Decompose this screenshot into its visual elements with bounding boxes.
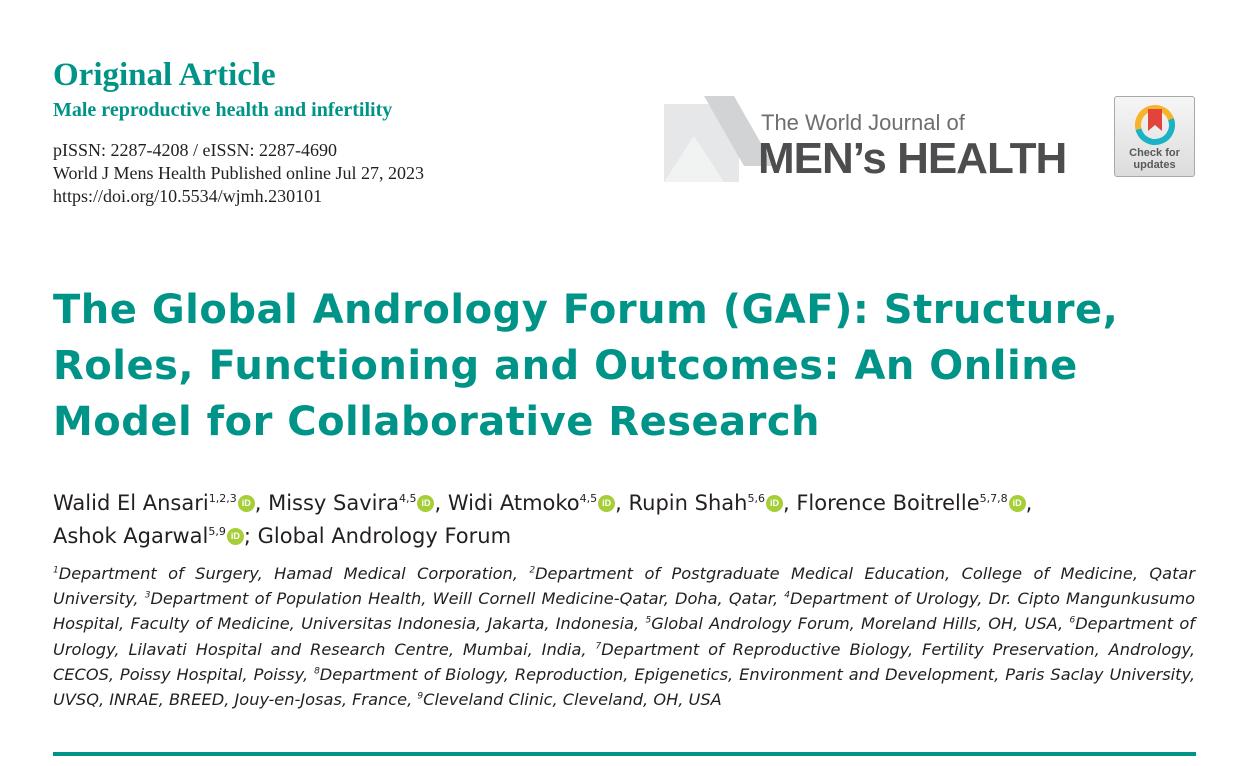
affiliation-number: 8 xyxy=(314,666,320,677)
journal-logo xyxy=(664,96,1086,182)
article-title xyxy=(53,282,1213,450)
author xyxy=(53,524,251,548)
group-author: Global Andrology Forum xyxy=(257,524,512,548)
author-separator: , xyxy=(615,491,622,515)
orcid-icon[interactable]: iD xyxy=(417,495,434,512)
journal-logo-line1: The World Journal of xyxy=(761,110,965,135)
author-name: Rupin Shah xyxy=(628,491,748,515)
orcid-icon[interactable]: iD xyxy=(1009,495,1026,512)
author xyxy=(629,491,790,515)
article-section: Male reproductive health and infertility xyxy=(53,99,393,121)
author-affiliation-numbers: 1,2,3 xyxy=(208,492,237,505)
affiliation-text: Department of Urology, Lilavati Hospital and Research Centre, Mumbai, India, xyxy=(53,614,1195,659)
author-name: Walid El Ansari xyxy=(53,491,209,515)
affiliation-number: 9 xyxy=(417,691,424,702)
affiliation-text: Department of Population Health, Weill Cornell Medicine-Qatar, Doha, Qatar, xyxy=(150,589,785,609)
author-affiliation-numbers: 4,5 xyxy=(579,492,598,505)
affiliation-text: Department of Urology, Dr. Cipto Mangunkusumo Hospital, Faculty of Medicine, Universitas Indonesia, Jakarta, Indonesia, xyxy=(53,589,1195,634)
author-affiliation-numbers: 5,9 xyxy=(208,525,226,538)
affiliation-number: 7 xyxy=(595,641,602,652)
article-type: Original Article xyxy=(53,57,276,93)
affiliation-number: 5 xyxy=(645,616,652,627)
author-name: Widi Atmoko xyxy=(447,491,580,515)
title-line: Model for Collaborative Research xyxy=(53,399,821,445)
orcid-icon[interactable]: iD xyxy=(598,495,615,512)
journal-logo-line2: MEN’s HEALTH xyxy=(758,134,1067,183)
header-divider xyxy=(53,752,1196,756)
author-affiliation-numbers: 5,6 xyxy=(747,492,765,505)
affiliation-text: Department of Surgery, Hamad Medical Corporation, xyxy=(58,564,530,583)
doi-link[interactable]: https://doi.org/10.5534/wjmh.230101 xyxy=(53,186,323,206)
author xyxy=(796,491,1032,515)
author-separator: , xyxy=(254,491,262,515)
orcid-icon[interactable]: iD xyxy=(766,495,783,512)
author-name: Ashok Agarwal xyxy=(53,524,209,548)
author-separator: ; xyxy=(243,524,251,548)
issn: pISSN: 2287-4208 / eISSN: 2287-4690 xyxy=(53,140,338,160)
check-for-updates-label: Check for updates xyxy=(1129,147,1180,171)
affiliation-text: Department of Postgraduate Medical Education, College of Medicine, Qatar University, xyxy=(53,564,1195,609)
affiliation-number: 6 xyxy=(1069,616,1076,627)
author-separator: , xyxy=(1025,491,1033,515)
orcid-icon[interactable]: iD xyxy=(238,495,255,512)
title-line: The Global Andrology Forum (GAF): Structure, xyxy=(53,287,1119,333)
author-name: Missy Savira xyxy=(268,491,399,515)
author xyxy=(448,491,622,515)
check-for-updates-button[interactable] xyxy=(1114,96,1195,177)
author xyxy=(53,491,261,515)
affiliation-text: Department of Reproductive Biology, Fertility Preservation, Andrology, CECOS, Poissy Hospital, Poissy, xyxy=(53,639,1195,684)
author-name: Florence Boitrelle xyxy=(796,491,980,515)
affiliation-number: 3 xyxy=(144,590,151,601)
affiliation-number: 2 xyxy=(529,565,536,576)
affiliation-number: 4 xyxy=(784,590,791,601)
author xyxy=(268,491,441,515)
affiliation-number: 1 xyxy=(53,565,59,576)
affiliation-text: Department of Biology, Reproduction, Epigenetics, Environment and Development, Paris Saclay University, UVSQ, INRAE, BREED, Jouy-en-Josas, France, xyxy=(53,664,1195,710)
author-separator: , xyxy=(434,491,442,515)
bookmark-ring-icon xyxy=(1133,103,1177,147)
author-list xyxy=(53,487,1203,553)
title-line: Roles, Functioning and Outcomes: An Online xyxy=(53,343,1078,389)
affiliation-text: Cleveland Clinic, Cleveland, OH, USA xyxy=(423,690,722,710)
publication-meta xyxy=(53,139,424,208)
author-affiliation-numbers: 5,7,8 xyxy=(979,492,1008,505)
author-affiliation-numbers: 4,5 xyxy=(398,492,417,505)
orcid-icon[interactable]: iD xyxy=(227,528,244,545)
published-date: World J Mens Health Published online Jul 27, 2023 xyxy=(53,163,425,183)
author-separator: , xyxy=(782,491,790,515)
affiliation-text: Global Andrology Forum, Moreland Hills, OH, USA, xyxy=(651,614,1070,634)
affiliations xyxy=(53,561,1195,712)
